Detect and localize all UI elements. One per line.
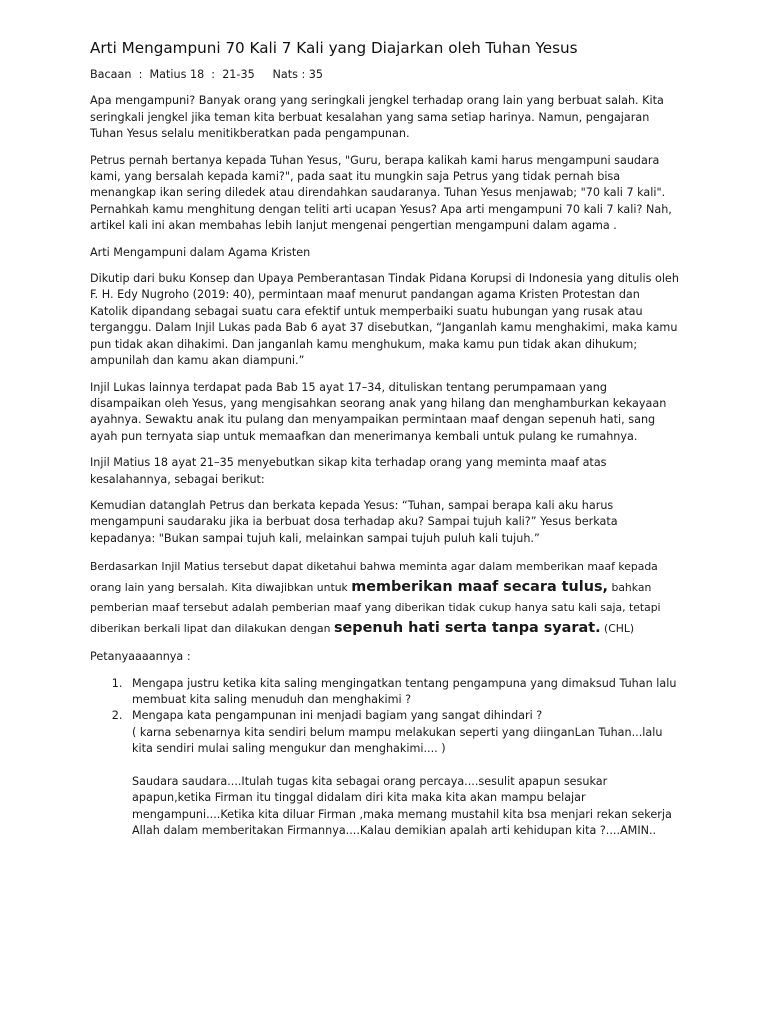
question-2-text: 2. Mengapa kata pengampunan ini menjadi bagiam yang sangat dihindari ? xyxy=(132,709,543,723)
paragraph-quote: Kemudian datanglah Petrus dan berkata kepada Yesus: “Tuhan, sampai berapa kali aku harus mengampuni saudaraku jika ia berbuat dosa terhadap aku? Sampai tujuh kali?” Yesus berkata kepadanya: "Bukan sampai tujuh kali, melainkan sampai tujuh puluh kali tujuh.” xyxy=(90,498,618,545)
conclusion-text-1: Berdasarkan Injil Matius tersebut dapat diketahui bahwa meminta agar dalam memberikan maaf kepada orang lain yang bersalah. Kita diwajibkan untuk xyxy=(90,560,658,595)
questions-list xyxy=(90,676,680,840)
paragraph-kristen-view: Dikutip dari buku Konsep dan Upaya Pemberantasan Tindak Pidana Korupsi di Indonesia yang ditulis oleh F. H. Edy Nugroho (2019: 40), permintaan maaf menurut pandangan agama Kristen Protestan dan Katolik dipandang sebagai suatu cara efektif untuk memperbaiki suatu hubungan yang rusak atau terganggu. Dalam Injil Lukas pada Bab 6 ayat 37 disebutkan, “Janganlah kamu menghakimi, maka kamu pun tidak akan dihakimi. Dan janganlah kamu menghukum, maka kamu pun tidak akan dihukum; ampunilah dan kamu akan diampuni.” xyxy=(90,272,679,368)
paragraph-intro: Apa mengampuni? Banyak orang yang seringkali jengkel terhadap orang lain yang berbuat salah. Kita seringkali jengkel jika teman kita berbuat kesalahan yang sama setiap harinya. Namun, pengajaran Tuhan Yesus selalu menitikberatkan pada pengampunan. xyxy=(90,94,664,141)
question-item xyxy=(126,708,680,839)
section-subheading: Arti Mengampuni dalam Agama Kristen xyxy=(90,245,311,259)
nats-reference: Nats : 35 xyxy=(272,68,324,81)
question-item xyxy=(126,676,680,709)
questions-heading: Petanyaaaannya : xyxy=(90,650,191,664)
conclusion-emphasis-1: memberikan maaf secara tulus, xyxy=(351,579,609,596)
paragraph-petrus-question: Petrus pernah bertanya kepada Tuhan Yesus, "Guru, berapa kalikah kami harus mengampuni saudara kami, yang bersalah kepada kami?", pada saat itu mungkin saja Petrus yang tidak pernah bisa menangkap ikan sering diledek atau direndahkan saudaranya. Tuhan Yesus menjawab; "70 kali 7 kali". Pernahkah kamu menghitung dengan teliti arti ucapan Yesus? Apa arti mengampuni 70 kali 7 kali? Nah, artikel kali ini akan membahas lebih lanjut mengenai pengertian mengampuni dalam agama . xyxy=(90,153,672,233)
question-2-note: ( karna sebenarnya kita sendiri belum mampu melakukan seperti yang diinganLan Tuhan...lalu kita sendiri mulai saling mengukur dan menghakimi.... ) xyxy=(132,725,663,756)
bacaan-spacer xyxy=(255,68,273,81)
paragraph-matius-18: Injil Matius 18 ayat 21–35 menyebutkan sikap kita terhadap orang yang meminta maaf atas kesalahannya, sebagai berikut: xyxy=(90,456,607,486)
document-page xyxy=(90,38,680,840)
paragraph-lukas-15: Injil Lukas lainnya terdapat pada Bab 15 ayat 17–34, dituliskan tentang perumpamaan yang disampaikan oleh Yesus, yang mengisahkan seorang anak yang hilang dan menghamburkan kekayaan ayahnya. Sewaktu anak itu pulang dan menyampaikan permintaan maaf dengan sepenuh hati, sang ayah pun ternyata siap untuk memaafkan dan menerimanya kembali untuk pulang ke rumahnya. xyxy=(90,380,667,443)
page-title: Arti Mengampuni 70 Kali 7 Kali yang Diajarkan oleh Tuhan Yesus xyxy=(90,39,578,57)
conclusion-text-2: bahkan pemberian maaf tersebut adalah pemberian maaf yang diberikan tidak cukup hanya satu kali saja, tetapi diberikan berkali lipat dan dilakukan dengan xyxy=(90,581,661,636)
question-1-text: Mengapa justru ketika kita saling mengingatkan tentang pengampuna yang dimaksud Tuhan lalu membuat kita saling menuduh dan menghakimi ? xyxy=(132,676,677,706)
conclusion-citation: (CHL) xyxy=(600,622,635,636)
blank-line xyxy=(132,758,680,774)
conclusion-emphasis-2: sepenuh hati serta tanpa syarat. xyxy=(333,620,601,637)
bacaan-label: Bacaan : xyxy=(90,68,150,81)
bacaan-reference: Matius 18 : 21-35 xyxy=(149,68,255,81)
bacaan-line xyxy=(90,67,680,83)
closing-paragraph: Saudara saudara....Itulah tugas kita sebagai orang percaya....sesulit apapun sesukar apapun,ketika Firman itu tinggal didalam diri kita maka kita akan mampu belajar mengampuni....Ketika kita diluar Firman ,maka memang mustahil kita bsa menjari rekan sekerja Allah dalam memberitakan Firmannya....Kalau demikian apalah arti kehidupan kita ?....AMIN.. xyxy=(132,774,672,838)
paragraph-conclusion xyxy=(90,557,680,639)
